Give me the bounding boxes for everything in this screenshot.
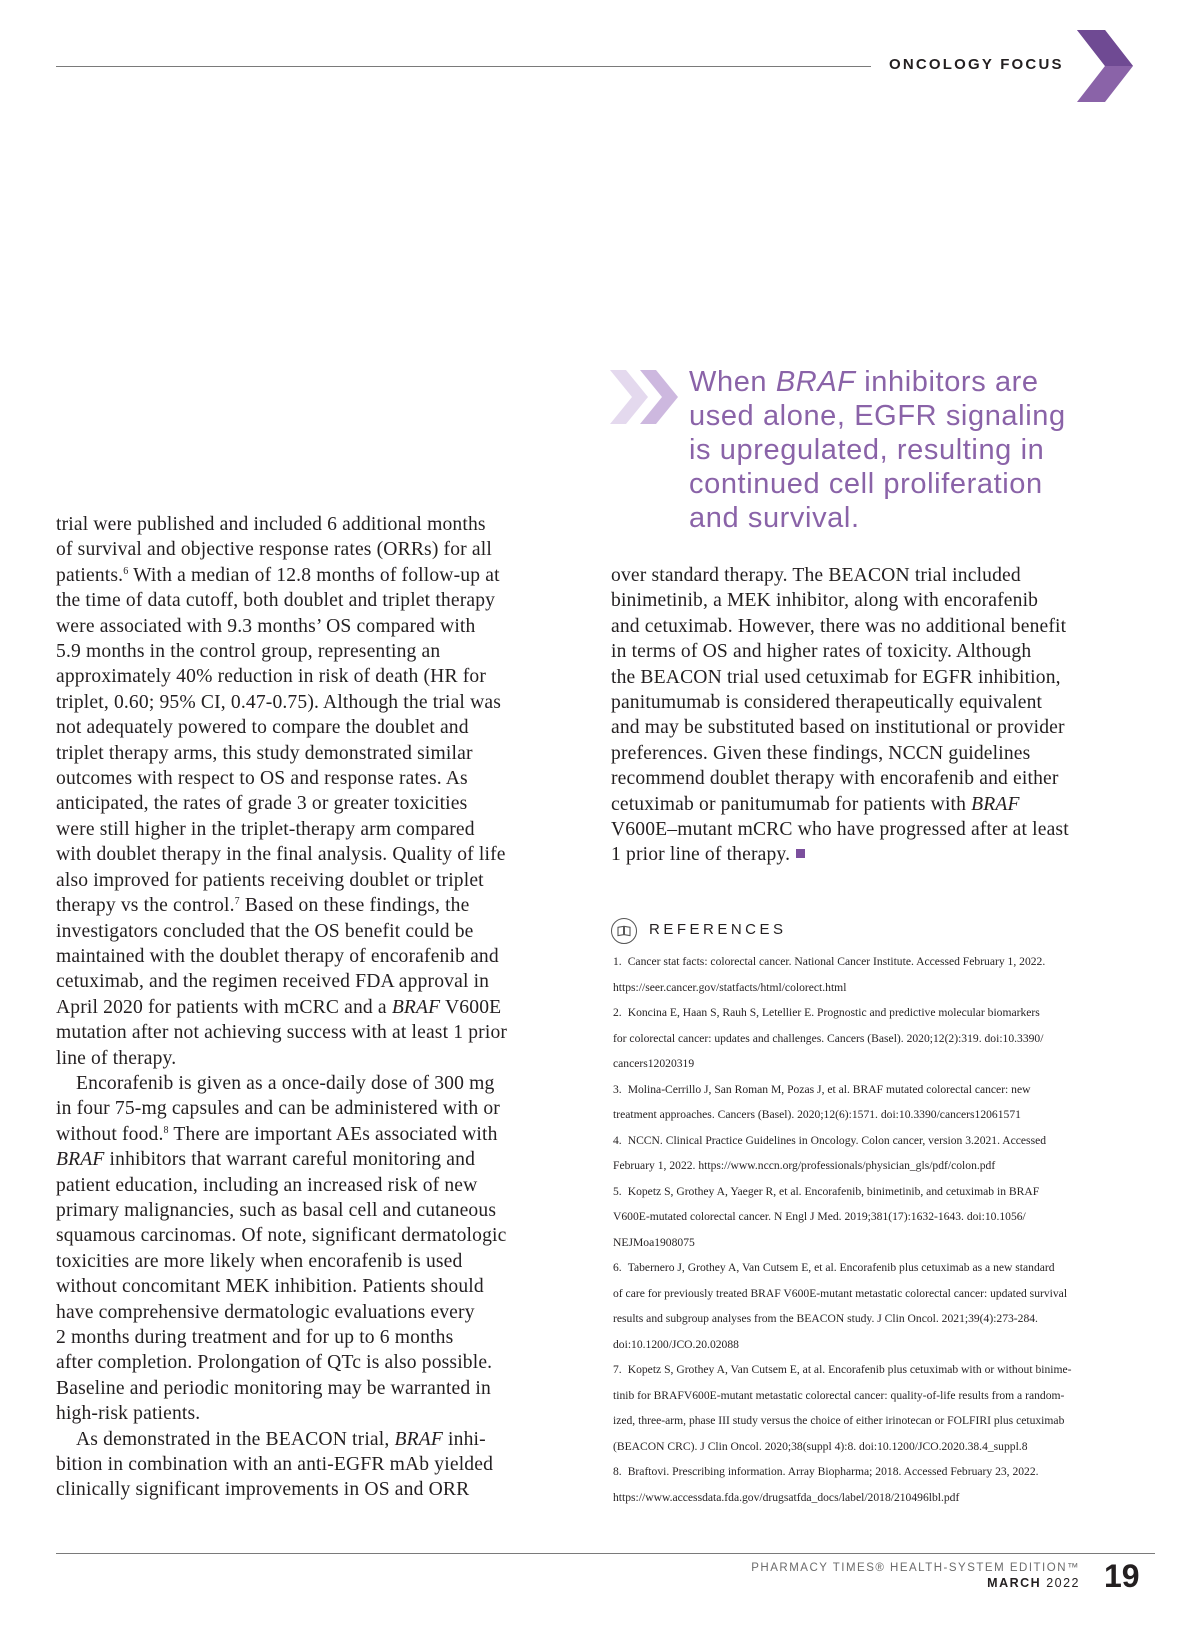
reference-line: V600E-mutated colorectal cancer. N Engl J Med. 2019;381(17):1632-1643. doi:10.1056/ xyxy=(613,1210,1026,1223)
body-line: squamous carcinomas. Of note, significant dermatologic xyxy=(56,1225,507,1247)
reference-line: 2. Koncina E, Haan S, Rauh S, Letellier E. Prognostic and predictive molecular biomarkers xyxy=(613,1006,1040,1019)
citation: 8 xyxy=(163,1124,169,1136)
body-line: also improved for patients receiving doublet or triplet xyxy=(56,869,484,891)
reference-line: NEJMoa1908075 xyxy=(613,1235,695,1249)
body-line: triplet therapy arms, this study demonstrated similar xyxy=(56,742,473,764)
reference-line: https://seer.cancer.gov/statfacts/html/colorect.html xyxy=(613,980,847,994)
body-line: 5.9 months in the control group, representing an xyxy=(56,641,441,663)
body-line: not adequately powered to compare the doublet and xyxy=(56,717,469,739)
body-line: high-risk patients. xyxy=(56,1403,201,1425)
page-number: 19 xyxy=(1104,1558,1140,1594)
body-column-right xyxy=(611,563,1151,868)
body-line: patients.$^6$ With a median of 12.8 months of follow-up at xyxy=(56,564,500,586)
body-line: April 2020 for patients with mCRC and a BRAF V600E xyxy=(56,996,502,1018)
reference-line: doi:10.1200/JCO.20.02088 xyxy=(613,1337,739,1351)
body-line: clinically significant improvements in OS and ORR xyxy=(56,1479,470,1501)
body-line: were still higher in the triplet-therapy arm compared xyxy=(56,818,475,840)
publication-name: PHARMACY TIMES® HEALTH-SYSTEM EDITION™ xyxy=(751,1562,1080,1574)
reference-line: February 1, 2022. https://www.nccn.org/professionals/physician_gls/pdf/colon.pdf xyxy=(613,1159,996,1172)
reference-line: https://www.accessdata.fda.gov/drugsatfda_docs/label/2018/210496lbl.pdf xyxy=(613,1490,960,1504)
body-line: of survival and objective response rates (ORRs) for all xyxy=(56,539,492,561)
references-title: REFERENCES xyxy=(649,921,787,938)
body-line: anticipated, the rates of grade 3 or greater toxicities xyxy=(56,793,468,815)
body-line: and cetuximab. However, there was no additional benefit xyxy=(611,615,1067,637)
body-line: therapy vs the control.$^7$ Based on these findings, the xyxy=(56,895,470,917)
reference-line: for colorectal cancer: updates and challenges. Cancers (Basel). 2020;12(2):319. doi:10.3390/ xyxy=(613,1031,1044,1045)
double-chevron-right-icon xyxy=(610,370,682,424)
open-book-icon xyxy=(611,918,637,944)
pull-quote-line: continued cell proliferation xyxy=(689,468,1043,500)
body-line: 1 prior line of therapy. xyxy=(611,842,1151,867)
reference-line: (BEACON CRC). J Clin Oncol. 2020;38(suppl 4):8. doi:10.1200/JCO.2020.38.4_suppl.8 xyxy=(613,1439,1028,1453)
body-line: mutation after not achieving success with at least 1 prior xyxy=(56,1022,508,1044)
body-line: As demonstrated in the BEACON trial, BRAF inhi- xyxy=(76,1428,486,1450)
body-line: outcomes with respect to OS and response rates. As xyxy=(56,768,468,790)
reference-line: 3. Molina-Cerrillo J, San Roman M, Pozas J, et al. BRAF mutated colorectal cancer: new xyxy=(613,1082,1031,1096)
body-line: with doublet therapy in the final analysis. Quality of life xyxy=(56,844,506,866)
body-line: over standard therapy. The BEACON trial included xyxy=(611,565,1021,586)
body-line: maintained with the doublet therapy of encorafenib and xyxy=(56,945,499,967)
pull-quote-line: used alone, EGFR signaling xyxy=(689,400,1066,432)
reference-line: ized, three-arm, phase III study versus the choice of either irinotecan or FOLFIRI plus cetuximab xyxy=(613,1414,1065,1427)
reference-line: treatment approaches. Cancers (Basel). 2020;12(6):1571. doi:10.3390/cancers12061571 xyxy=(613,1108,1021,1121)
body-line: recommend doublet therapy with encorafenib and either xyxy=(611,768,1059,790)
body-line: Encorafenib is given as a once-daily dose of 300 mg xyxy=(76,1072,495,1094)
body-line: were associated with 9.3 months’ OS compared with xyxy=(56,615,476,637)
reference-line: tinib for BRAFV600E-mutant metastatic colorectal cancer: quality-of-life results from a random- xyxy=(613,1388,1065,1402)
reference-line: cancers12020319 xyxy=(613,1057,695,1070)
purple-chevron-right-icon xyxy=(1077,30,1133,102)
reference-line: results and subgroup analyses from the BEACON study. J Clin Oncol. 2021;39(4):273-284. xyxy=(613,1312,1038,1325)
body-line: have comprehensive dermatologic evaluations every xyxy=(56,1301,475,1323)
body-line: 2 months during treatment and for up to 6 months xyxy=(56,1327,454,1348)
body-line: panitumumab is considered therapeutically equivalent xyxy=(611,692,1043,714)
body-line: cetuximab or panitumumab for patients with BRAF xyxy=(611,793,1020,815)
body-column-left xyxy=(56,512,586,1503)
reference-line: 1. Cancer stat facts: colorectal cancer. National Cancer Institute. Accessed February 1, 2022. xyxy=(613,955,1046,968)
body-line: in terms of OS and higher rates of toxicity. Although xyxy=(611,641,1032,663)
pull-quote-line: and survival. xyxy=(689,502,860,534)
pull-quote-line: When BRAF inhibitors are xyxy=(689,366,1039,398)
reference-line: 4. NCCN. Clinical Practice Guidelines in Oncology. Colon cancer, version 3.2021. Accessed xyxy=(613,1133,1047,1147)
reference-line: of care for previously treated BRAF V600E-mutant metastatic colorectal cancer: updated survival xyxy=(613,1286,1068,1300)
references-list xyxy=(613,949,1153,1510)
body-line: BRAF inhibitors that warrant careful monitoring and xyxy=(56,1149,476,1171)
footer-rule xyxy=(56,1553,1155,1554)
body-line: bition in combination with an anti-EGFR mAb yielded xyxy=(56,1454,494,1476)
body-line: line of therapy. xyxy=(56,1047,177,1069)
body-line: binimetinib, a MEK inhibitor, along with encorafenib xyxy=(611,590,1039,612)
body-line: Baseline and periodic monitoring may be warranted in xyxy=(56,1377,491,1399)
body-line: toxicities are more likely when encorafenib is used xyxy=(56,1250,463,1272)
citation: 7 xyxy=(234,896,240,908)
reference-line: 6. Tabernero J, Grothey A, Van Cutsem E, et al. Encorafenib plus cetuximab as a new standard xyxy=(613,1261,1055,1274)
citation: 6 xyxy=(123,565,129,577)
body-line: the time of data cutoff, both doublet and triplet therapy xyxy=(56,590,496,612)
body-line: triplet, 0.60; 95% CI, 0.47-0.75). Although the trial was xyxy=(56,691,501,713)
body-line: without concomitant MEK inhibition. Patients should xyxy=(56,1276,484,1298)
end-of-article-mark xyxy=(796,849,805,858)
body-line: and may be substituted based on institutional or provider xyxy=(611,717,1065,739)
reference-line: 8. Braftovi. Prescribing information. Array Biopharma; 2018. Accessed February 23, 2022. xyxy=(613,1465,1039,1478)
issue-date: MARCH 2022 xyxy=(987,1576,1080,1590)
body-line: after completion. Prolongation of QTc is also possible. xyxy=(56,1352,493,1374)
body-line: cetuximab, and the regimen received FDA approval in xyxy=(56,971,490,993)
body-line: V600E–mutant mCRC who have progressed after at least xyxy=(611,819,1069,841)
body-line: trial were published and included 6 additional months xyxy=(56,514,486,535)
body-line: in four 75-mg capsules and can be administered with or xyxy=(56,1098,500,1120)
reference-line: 7. Kopetz S, Grothey A, Van Cutsem E, at al. Encorafenib plus cetuximab with or without binime- xyxy=(613,1363,1072,1376)
header-rule xyxy=(56,66,871,67)
body-line: approximately 40% reduction in risk of death (HR for xyxy=(56,666,487,688)
publication-info xyxy=(751,1562,1080,1590)
body-line: without food.$^8$ There are important AEs associated with xyxy=(56,1123,498,1145)
body-line: investigators concluded that the OS benefit could be xyxy=(56,920,474,942)
pull-quote xyxy=(689,365,1149,535)
body-line: the BEACON trial used cetuximab for EGFR inhibition, xyxy=(611,666,1061,688)
section-label: ONCOLOGY FOCUS xyxy=(889,56,1064,73)
pull-quote-line: is upregulated, resulting in xyxy=(689,434,1045,466)
body-line: primary malignancies, such as basal cell and cutaneous xyxy=(56,1199,497,1221)
body-line: preferences. Given these findings, NCCN guidelines xyxy=(611,742,1031,764)
body-line: patient education, including an increased risk of new xyxy=(56,1174,478,1196)
reference-line: 5. Kopetz S, Grothey A, Yaeger R, et al. Encorafenib, binimetinib, and cetuximab in BRAF xyxy=(613,1184,1040,1198)
